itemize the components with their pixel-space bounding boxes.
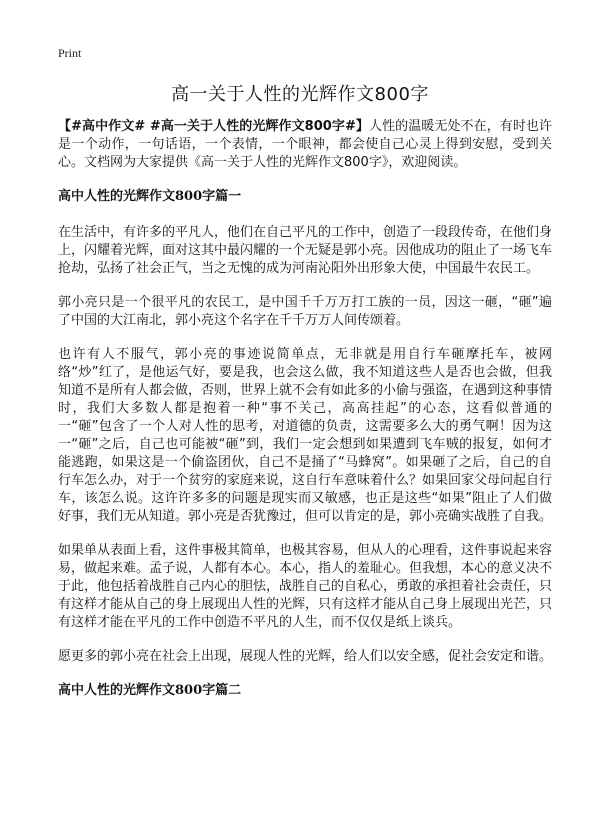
- section-heading-2: 高中人性的光辉作文800字篇二: [58, 683, 242, 698]
- document-body: [58, 118, 552, 718]
- section-heading-1: 高中人性的光辉作文800字篇一: [58, 189, 242, 204]
- intro-tag: 【#高中作文# #高一关于人性的光辉作文800字#】: [58, 119, 369, 134]
- intro-paragraph: [58, 118, 552, 172]
- intro-text: 人性的温暖无处不在，有时也许是一个动作，一句话语，一个表情，一个眼神，都会使自己心灵上得到安慰，受到关心。文档网为大家提供《高一关于人性的光辉作文800字》，欢迎阅读。: [58, 119, 552, 170]
- body-paragraph-3: 也许有人不服气，郭小亮的事迹说简单点，无非就是用自行车砸摩托车，被网络“炒”红了，是他运气好，要是我，也会这么做，我不知道这些人是否也会做，但我知道不是所有人都会做，否则，世界上就不会有如此多的小偷与强盗，在遇到这种事情时，我们大多数人都是抱着一种“事不关己，高高挂起”的心态，这看似普通的一“砸”包含了一个人对人性的思考，对道德的负责，这需要多么大的勇气啊！因为这一“砸”之后，自己也可能被“砸”到，我们一定会想到如果遭到飞车贼的报复，如何才能逃跑，如果这是一个偷盗团伙，自己不是捅了“马蜂窝”。如果砸了之后，自己的自行车怎么办，对于一个贫穷的家庭来说，这自行车意味着什么？如果回家父母问起自行车，该怎么说。这许许多多的问题是现实而又敏感，也正是这些“如果”阻止了人们做好事，我们无从知道。郭小亮是否犹豫过，但可以肯定的是，郭小亮确实战胜了自我。: [58, 347, 553, 524]
- body-paragraph-2: 郭小亮只是一个很平凡的农民工，是中国千千万万打工族的一员，因这一砸，“砸”遍了中国的大江南北，郭小亮这个名字在千千万万人间传颂着。: [58, 295, 552, 328]
- print-label[interactable]: Print: [58, 46, 82, 60]
- body-paragraph-4: 如果单从表面上看，这件事极其简单，也极其容易，但从人的心理看，这件事说起来容易，做起来难。孟子说，人都有本心。本心，指人的羞耻心。但我想，本心的意义决不于此，他包括着战胜自己内心的胆怯，战胜自己的自私心，勇敢的承担着社会责任，只有这样才能从自己的身上展现出人性的光辉，只有这样才能从自己身上展现出光芒，只有这样才能在平凡的工作中创造不平凡的人生，而不仅仅是纸上谈兵。: [58, 543, 553, 630]
- body-paragraph-1: 在生活中，有许多的平凡人，他们在自己平凡的工作中，创造了一段段传奇，在他们身上，闪耀着光辉，面对这其中最闪耀的一个无疑是郭小亮。因他成功的阻止了一场飞车抢劫，弘扬了社会正气，当之无愧的成为河南沁阳外出形象大使，中国最牛农民工。: [58, 225, 553, 276]
- body-paragraph-5: 愿更多的郭小亮在社会上出现，展现人性的光辉，给人们以安全感，促社会安定和谐。: [58, 649, 553, 664]
- page-title: 高一关于人性的光辉作文800字: [171, 84, 429, 105]
